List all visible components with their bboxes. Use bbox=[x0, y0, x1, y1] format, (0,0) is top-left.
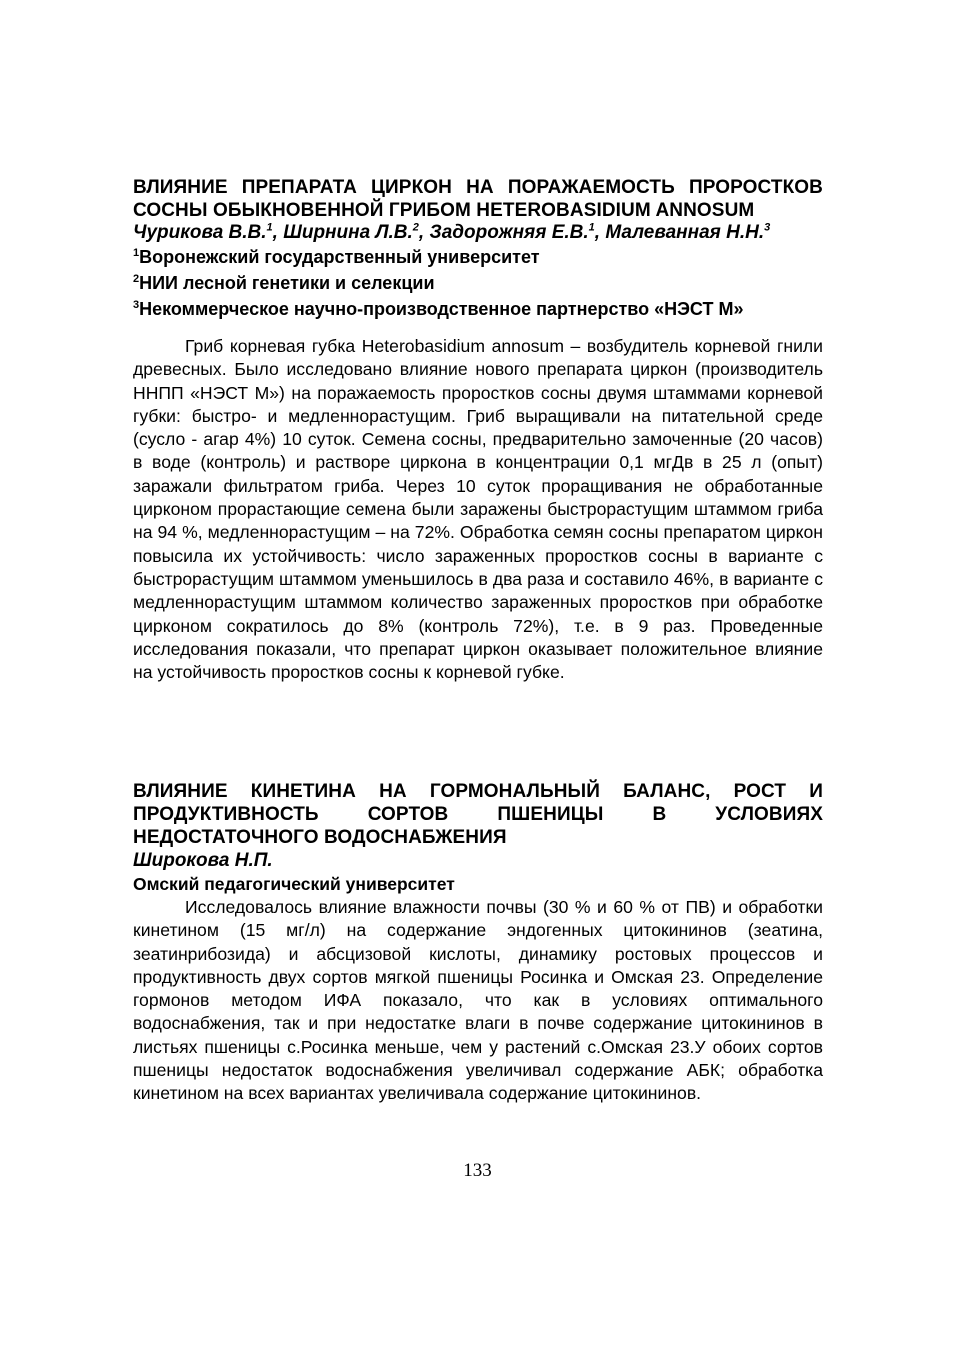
article-2-abstract: Исследовалось влияние влажности почвы (30 % и 60 % от ПВ) и обработки кинетином (15 мг/л) на содержание эндогенных цитокининов (зеатина, зеатинрибозида) и абсцизовой кислоты, динамику ростовых процессов и продуктивность двух сортов мягкой пшеницы Росинка и Омская 23. Определение гормонов методом ИФА показало, что как в условиях оптимального водоснабжения, так и при недостатке влаги в почве содержание цитокининов в листьях пшеницы с.Росинка меньше, чем у растений с.Омская 23.У обоих сортов пшеницы недостаток водоснабжения увеличивал содержание АБК; обработка кинетином на всех вариантах увеличивала содержание цитокининов. bbox=[133, 897, 823, 1104]
author: Ширнина Л.В. bbox=[283, 222, 413, 243]
affiliation: $^2$НИИ лесной генетики и селекции bbox=[133, 273, 435, 293]
author: Малеванная Н.Н. bbox=[605, 222, 765, 243]
author: Чурикова В.В. bbox=[133, 222, 267, 243]
article-1 bbox=[133, 176, 823, 684]
author: Задорожняя Е.В. bbox=[429, 222, 589, 243]
page-number: 133 bbox=[463, 1160, 492, 1181]
affiliation: $^3$Некоммерческое научно-производственное партнерство «НЭСТ М» bbox=[133, 299, 744, 319]
affiliation: $^1$Воронежский государственный университет bbox=[133, 247, 540, 267]
article-1-abstract: Гриб корневая губка Heterobasidium annosum – возбудитель корневой гнили древесных. Было исследовано влияние нового препарата циркон (производитель ННПП «НЭСТ М») на поражаемость проростков сосны двумя штаммами корневой губки: быстро- и медленнорастущим. Гриб выращивали на питательной среде (сусло - агар 4%) 10 суток. Семена сосны, предварительно замоченные (20 часов) в воде (контроль) и растворе циркона в концентрации 0,1 мгДв в 25 л (опыт) заражали фильтратом гриба. Через 10 суток проращивания не обработанные цирконом прорастающие семена были заражены быстрорастущим штаммом гриба на 94 %, медленнорастущим – на 72%. Обработка семян сосны препаратом циркон повысила их устойчивость: число зараженных проростков сосны в варианте с быстрорастущим штаммом уменьшилось в два раза и составило 46%, в варианте с медленнорастущим штаммом количество зараженных проростков при обработке цирконом сократилось до 8% (контроль 72%), т.е. в 9 раз. Проведенные исследования показали, что препарат циркон оказывает положительное влияние на устойчивость проростков сосны к корневой губке. bbox=[133, 336, 823, 683]
article-2 bbox=[133, 780, 823, 1106]
article-2-author: Широкова Н.П. bbox=[133, 850, 273, 871]
article-1-title: ВЛИЯНИЕ ПРЕПАРАТА ЦИРКОН НА ПОРАЖАЕМОСТЬ ПРОРОСТКОВ СОСНЫ ОБЫКНОВЕННОЙ ГРИБОМ HETEROBASIDIUM ANNOSUM bbox=[133, 177, 823, 221]
article-2-title: ВЛИЯНИЕ КИНЕТИНА НА ГОРМОНАЛЬНЫЙ БАЛАНС, РОСТ И ПРОДУКТИВНОСТЬ СОРТОВ ПШЕНИЦЫ В УСЛОВИЯХ НЕДОСТАТОЧНОГО ВОДОСНАБЖЕНИЯ bbox=[133, 781, 823, 848]
article-1-authors: Чурикова В.В.$^1$, Ширнина Л.В.$^2$, Задорожняя Е.В.$^1$, Малеванная Н.Н.$^3$ bbox=[133, 221, 771, 243]
article-2-affiliation: Омский педагогический университет bbox=[133, 874, 455, 894]
